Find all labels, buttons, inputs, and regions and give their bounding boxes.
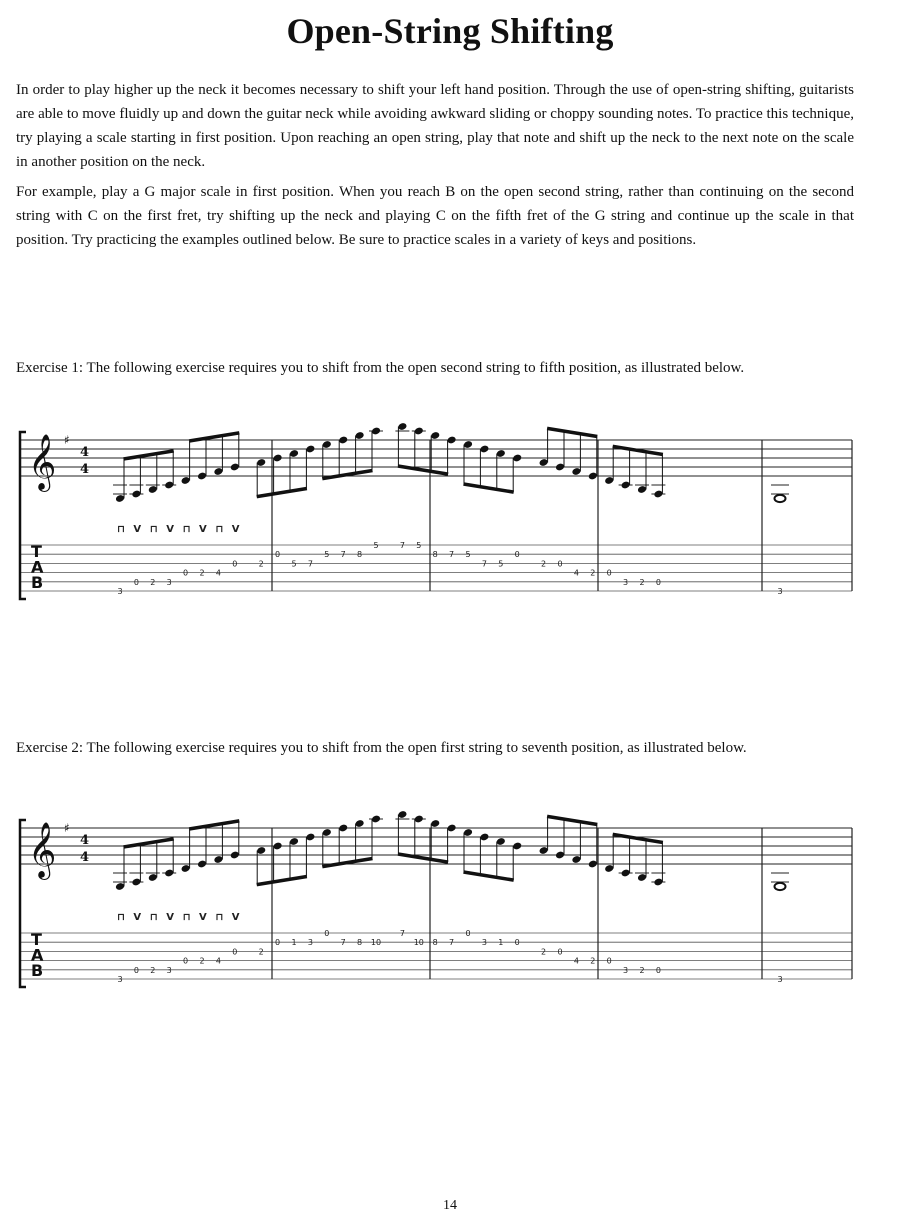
note-beam xyxy=(547,428,597,436)
note-beam xyxy=(464,484,514,492)
tab-fret-number: 2 xyxy=(150,577,156,587)
time-signature-bottom: 4 xyxy=(80,462,90,477)
tab-label: T xyxy=(31,930,42,949)
tab-fret-number: 7 xyxy=(399,929,405,938)
tab-fret-number: 3 xyxy=(117,975,123,984)
tab-fret-number: 0 xyxy=(232,947,238,957)
pick-up-icon: V xyxy=(231,912,240,923)
tab-fret-number: 4 xyxy=(215,956,221,966)
note-beam xyxy=(464,872,514,880)
time-signature-top: 4 xyxy=(80,445,90,460)
tab-fret-number: 3 xyxy=(117,587,123,596)
tab-fret-number: 2 xyxy=(199,956,205,966)
tab-fret-number: 0 xyxy=(655,965,661,975)
tab-fret-number: 0 xyxy=(557,947,563,957)
note-beam xyxy=(322,859,372,867)
exercise-1-caption: Exercise 1: The following exercise requires you to shift from the open second string to fifth position, as illustrated below. xyxy=(16,360,745,376)
tab-fret-number: 2 xyxy=(258,559,264,569)
tab-fret-number: 1 xyxy=(498,938,504,948)
pick-down-icon: ⊓ xyxy=(149,524,158,535)
whole-note-head xyxy=(775,495,786,502)
tab-fret-number: 2 xyxy=(541,947,547,957)
pick-down-icon: ⊓ xyxy=(215,912,224,923)
treble-clef-icon: 𝄞 xyxy=(28,822,57,878)
tab-fret-number: 7 xyxy=(340,550,346,560)
exercise-1-notation xyxy=(0,420,900,620)
intro-paragraph: In order to play higher up the neck it becomes necessary to shift your left hand position. Through the use of open-string shifting, guitarists are able to move fluidly up and down the guitar neck while avoiding awkward sliding or choppy sounding notes. To practice this technique, try playing a scale starting in first position. Upon reaching an open string, play that note and shift up the neck to the next note on the scale in another position on the neck. xyxy=(16,82,854,170)
tab-fret-number: 8 xyxy=(357,550,363,560)
tab-fret-number: 5 xyxy=(324,550,330,560)
treble-clef-icon: 𝄞 xyxy=(28,434,57,490)
tab-fret-number: 5 xyxy=(373,541,379,550)
key-signature-sharp: ♯ xyxy=(64,821,70,835)
pick-down-icon: ⊓ xyxy=(182,524,191,535)
tab-fret-number: 8 xyxy=(432,550,438,560)
tab-fret-number: 0 xyxy=(275,938,281,948)
tab-fret-number: 3 xyxy=(481,938,487,948)
tab-fret-number: 5 xyxy=(291,559,297,569)
tab-fret-number: 0 xyxy=(514,550,520,560)
tab-fret-number: 0 xyxy=(275,550,281,560)
tab-fret-number: 0 xyxy=(606,956,612,966)
tab-fret-number: 8 xyxy=(432,938,438,948)
tab-fret-number: 3 xyxy=(777,975,783,984)
pick-up-icon: V xyxy=(231,524,240,535)
tab-fret-number: 3 xyxy=(623,577,629,587)
exercise-2-caption: Exercise 2: The following exercise requires you to shift from the open first string to seventh position, as illustrated below. xyxy=(16,740,747,756)
tab-label: B xyxy=(31,961,44,980)
whole-note-head xyxy=(775,883,786,890)
tab-label: B xyxy=(31,573,44,592)
tab-fret-number: 8 xyxy=(357,938,363,948)
tab-fret-number: 2 xyxy=(199,568,205,578)
tab-fret-number: 2 xyxy=(590,568,596,578)
tab-fret-number: 3 xyxy=(166,965,172,975)
tab-fret-number: 10 xyxy=(413,938,424,948)
tab-fret-number: 0 xyxy=(183,568,189,578)
note-beam xyxy=(613,446,663,454)
tab-fret-number: 2 xyxy=(590,956,596,966)
system-bracket xyxy=(20,820,26,987)
tab-fret-number: 0 xyxy=(655,577,661,587)
tab-label: A xyxy=(31,557,44,577)
pick-down-icon: ⊓ xyxy=(182,912,191,923)
tab-fret-number: 0 xyxy=(133,577,139,587)
pick-up-icon: V xyxy=(166,912,174,923)
tab-fret-number: 3 xyxy=(166,577,172,587)
tab-fret-number: 0 xyxy=(232,559,238,569)
note-beam xyxy=(257,877,307,885)
pick-up-icon: V xyxy=(133,524,142,535)
tab-fret-number: 7 xyxy=(399,541,405,550)
tab-fret-number: 7 xyxy=(449,938,455,948)
pick-down-icon: ⊓ xyxy=(117,524,125,535)
page-number: 14 xyxy=(443,1198,457,1213)
tab-fret-number: 5 xyxy=(416,541,422,550)
note-beam xyxy=(322,471,372,479)
pick-down-icon: ⊓ xyxy=(215,524,224,535)
time-signature-bottom: 4 xyxy=(80,850,90,865)
pick-up-icon: V xyxy=(199,524,207,535)
system-bracket xyxy=(20,432,26,599)
tab-fret-number: 10 xyxy=(370,938,382,948)
tab-fret-number: 4 xyxy=(215,568,221,578)
tab-fret-number: 3 xyxy=(777,587,783,596)
tab-fret-number: 5 xyxy=(465,550,471,560)
tab-fret-number: 0 xyxy=(557,559,563,569)
pick-up-icon: V xyxy=(166,524,174,535)
pick-down-icon: ⊓ xyxy=(117,912,125,923)
note-beam xyxy=(547,816,597,824)
tab-fret-number: 4 xyxy=(573,956,579,966)
tab-fret-number: 0 xyxy=(133,965,139,975)
tab-fret-number: 4 xyxy=(573,568,579,578)
tab-fret-number: 3 xyxy=(307,938,313,948)
tab-fret-number: 0 xyxy=(324,929,330,938)
note-beam xyxy=(257,489,307,497)
tab-fret-number: 0 xyxy=(465,929,471,938)
tab-fret-number: 2 xyxy=(639,577,645,587)
tab-fret-number: 2 xyxy=(639,965,645,975)
note-beam xyxy=(613,834,663,842)
tab-fret-number: 5 xyxy=(498,559,504,569)
key-signature-sharp: ♯ xyxy=(64,433,70,447)
tab-fret-number: 2 xyxy=(258,947,264,957)
pick-up-icon: V xyxy=(199,912,207,923)
exercise-2-notation xyxy=(0,808,900,1008)
tab-fret-number: 2 xyxy=(150,965,156,975)
page-title: Open-String Shifting xyxy=(286,11,614,51)
tab-fret-number: 7 xyxy=(449,550,455,560)
tab-label: T xyxy=(31,542,42,561)
example-paragraph: For example, play a G major scale in first position. When you reach B on the open second string, rather than continuing on the second string with C on the first fret, try shifting up the neck and playing C on the fifth fret of the G string and continue up the scale in that position. Try practicing the examples outlined below. Be sure to practice scales in a variety of keys and positions. xyxy=(16,184,854,248)
tab-fret-number: 3 xyxy=(623,965,629,975)
time-signature-top: 4 xyxy=(80,833,90,848)
tab-fret-number: 7 xyxy=(481,559,487,569)
tab-fret-number: 0 xyxy=(606,568,612,578)
tab-fret-number: 0 xyxy=(183,956,189,966)
tab-fret-number: 2 xyxy=(541,559,547,569)
tab-label: A xyxy=(31,945,44,965)
pick-down-icon: ⊓ xyxy=(149,912,158,923)
tab-fret-number: 1 xyxy=(291,938,297,948)
tab-fret-number: 7 xyxy=(307,559,313,569)
tab-fret-number: 0 xyxy=(514,938,520,948)
pick-up-icon: V xyxy=(133,912,142,923)
tab-fret-number: 7 xyxy=(340,938,346,948)
